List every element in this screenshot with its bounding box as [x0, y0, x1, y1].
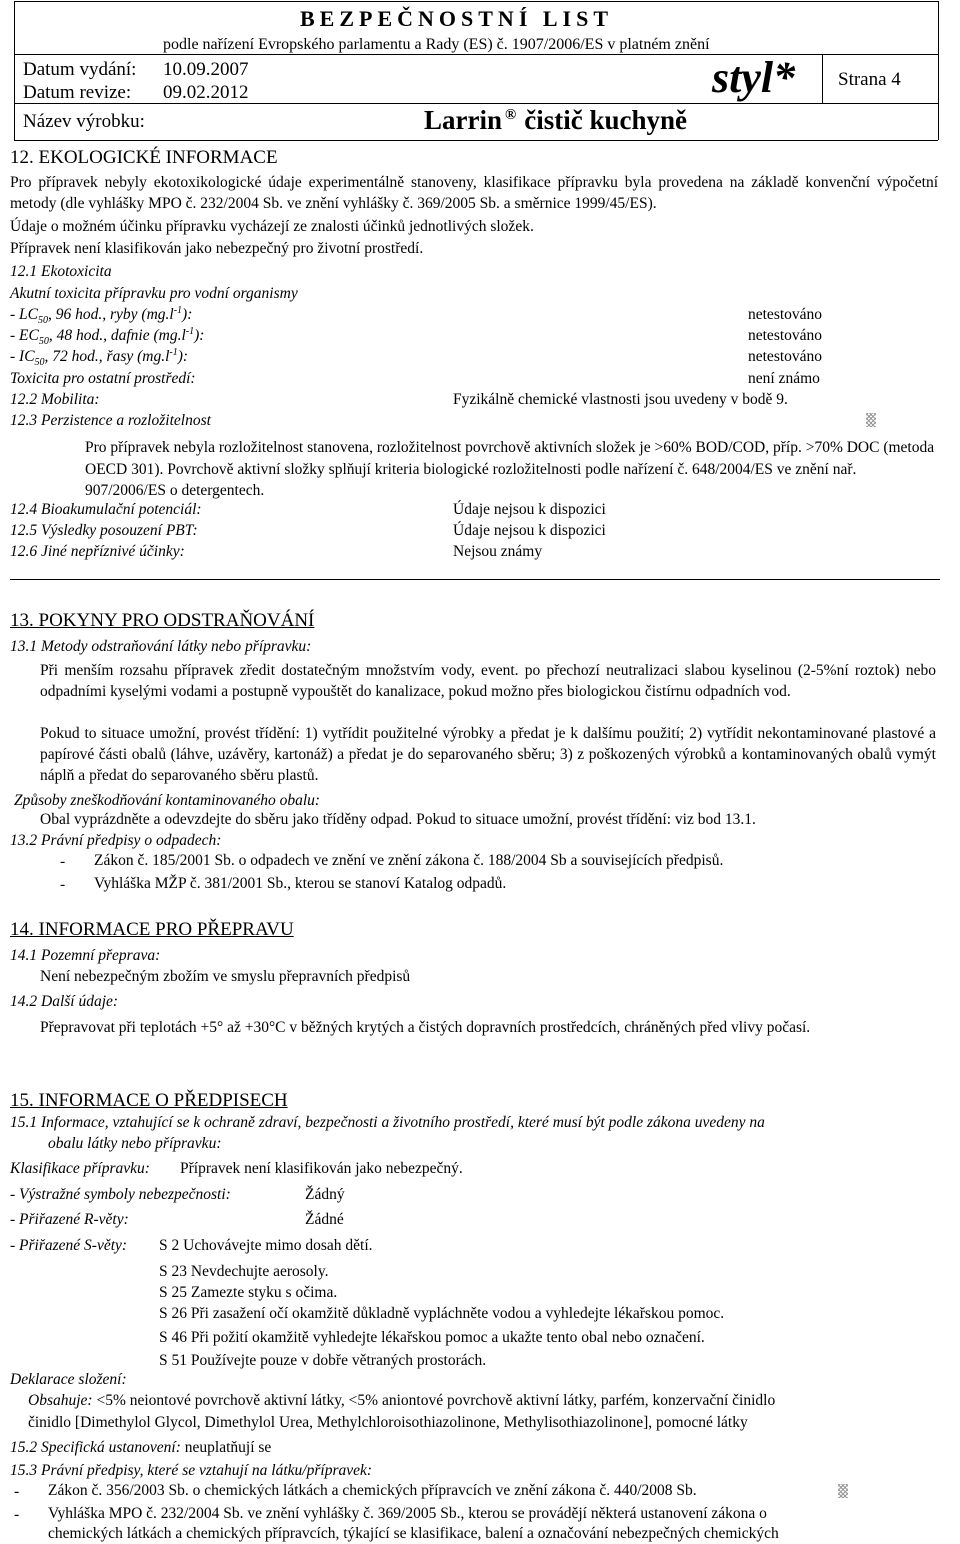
disposal-p1: Při menším rozsahu přípravek zředit dostatečným množstvím vody, event. po přechozí neutralizaci slabou kyselinou (2-5%ní roztok) nebo odpadními kyselými vodami a postupně vypouštět do kanalizace, pokud možno přes biologickou čistírnu odpadních vod.	[40, 662, 936, 700]
symbols-value: Žádný	[305, 1186, 345, 1203]
section-12-line2: Údaje o možném účinku přípravku vycházejí ze znalosti účinků jednotlivých složek.	[10, 218, 534, 235]
regulation-heading-line1: 15.1 Informace, vztahující se k ochraně zdraví, bezpečnosti a životního prostředí, které musí být podle zákona uvedeny na	[10, 1114, 765, 1131]
composition-line2: činidlo [Dimethylol Glycol, Dimethylol Urea, Methylchloroisothiazolinone, Methylisothiazolinone], pomocné látky	[28, 1414, 748, 1431]
header-bottom-rule	[14, 140, 938, 141]
other-effects-label: 12.6 Jiné nepříznivé účinky:	[10, 543, 185, 560]
acute-toxicity-heading: Akutní toxicita přípravku pro vodní organismy	[10, 285, 298, 302]
classification-label: Klasifikace přípravku:	[10, 1160, 150, 1177]
classification-value: Přípravek není klasifikován jako nebezpečný.	[180, 1160, 463, 1177]
disposal-p2: Pokud to situace umožní, provést třídění: 1) vytřídit použitelné výrobky a předat je k dalšímu použití; 2) vytřídit nekontaminované plastové a papírové části obalů (láhve, uzávěry, kartonáž) a předat je do separovaného sběru; 3) z poškozených výrobků a kontaminovaných obalů vymýt náplň a předat do separovaného sběru plastů.	[40, 725, 936, 784]
section-15-heading: 15. INFORMACE O PŘEDPISECH	[10, 1090, 288, 1111]
s-phrase: S 46 Při požití okamžitě vyhledejte lékařskou pomoc a ukažte tento obal nebo označení.	[159, 1329, 705, 1346]
header-mid-rule	[14, 54, 938, 55]
s-phrase: S 26 Při zasažení očí okamžitě důkladně vypláchněte vodou a vyhledejte lékařskou pomoc.	[159, 1305, 725, 1322]
packaging-text: Obal vyprázdněte a odevzdejte do sběru jako tříděny odpad. Pokud to situace umožní, provést třídění: viz bod 13.1.	[40, 811, 756, 828]
other-effects-value: Nejsou známy	[453, 543, 543, 560]
specific-provisions	[10, 1440, 271, 1456]
other-toxicity-label: Toxicita pro ostatní prostředí:	[10, 370, 196, 387]
list-item: -	[14, 1483, 20, 1500]
section-12-line3: Přípravek není klasifikován jako nebezpečný pro životní prostředí.	[10, 240, 424, 257]
s-phrase: S 51 Používejte pouze v dobře větraných prostorách.	[159, 1352, 487, 1369]
s-phrase: S 2 Uchovávejte mimo dosah dětí.	[159, 1237, 373, 1254]
list-item: chemických látkách a chemických přípravcích, týkající se klasifikace, balení a označování nebezpečných chemických	[48, 1525, 779, 1542]
bioaccumulation-value: Údaje nejsou k dispozici	[453, 501, 606, 518]
header-product-rule	[14, 103, 938, 104]
toxicity-row-lc50: - $LC_{50}$, 96 hod., ryby $(mg.l^{-1})$:	[10, 304, 193, 327]
company-logo: styl*	[712, 53, 796, 102]
ecotoxicity-heading: 12.1 Ekotoxicita	[10, 263, 112, 280]
regulation-heading-line2: obalu látky nebo přípravku:	[48, 1135, 222, 1152]
persistence-label: 12.3 Perzistence a rozložitelnost	[10, 412, 211, 429]
other-info-heading: 14.2 Další údaje:	[10, 993, 119, 1010]
document-subtitle: podle nařízení Evropského parlamentu a Rady (ES) č. 1907/2006/ES v platném znění	[163, 36, 710, 53]
other-toxicity-value: není známo	[748, 370, 820, 387]
section-13-heading: 13. POKYNY PRO ODSTRAŇOVÁNÍ	[10, 610, 315, 631]
waste-law-heading: 13.2 Právní předpisy o odpadech:	[10, 832, 222, 849]
s-phrases-label: - Přiřazené S-věty:	[10, 1237, 128, 1254]
list-item: Vyhláška MŽP č. 381/2001 Sb., kterou se stanoví Katalog odpadů.	[94, 875, 507, 892]
composition-label: Deklarace složení:	[10, 1371, 127, 1388]
section-12-heading: 12. EKOLOGICKÉ INFORMACE	[10, 147, 278, 168]
pbt-label: 12.5 Výsledky posouzení PBT:	[10, 522, 198, 539]
toxicity-row-ec50: - $EC_{50}$, 48 hod., dafnie $(mg.l^{-1})$:	[10, 325, 205, 348]
contains-text: <5% neiontové povrchově aktivní látky, <5% aniontové povrchově aktivní látky, parfém, konzervační činidlo	[92, 1392, 776, 1409]
specific-value: neuplatňují se	[180, 1439, 272, 1456]
mobility-label: 12.2 Mobilita:	[10, 391, 100, 408]
product-name	[424, 107, 687, 134]
marker-icon	[866, 413, 876, 427]
pbt-value: Údaje nejsou k dispozici	[453, 522, 606, 539]
issue-date-label: Datum vydání:	[23, 59, 137, 80]
header-right-rule	[938, 1, 939, 140]
s-phrase: S 23 Nevdechujte aerosoly.	[159, 1263, 329, 1280]
list-item: -	[60, 853, 66, 870]
r-phrases-value: Žádné	[305, 1211, 344, 1228]
specific-label: 15.2 Specifická ustanovení:	[10, 1439, 181, 1456]
list-item: Zákon č. 185/2001 Sb. o odpadech ve znění ve znění zákona č. 188/2004 Sb a souvisejících předpisů.	[94, 852, 724, 869]
header-top-rule	[14, 1, 938, 2]
toxicity-value-ec50: netestováno	[748, 327, 823, 344]
list-item: -	[60, 876, 66, 893]
mobility-value: Fyzikálně chemické vlastnosti jsou uvedeny v bodě 9.	[453, 391, 788, 408]
s-phrase: S 25 Zamezte styku s očima.	[159, 1284, 338, 1301]
contains-label: Obsahuje:	[28, 1392, 93, 1409]
list-item: Zákon č. 356/2003 Sb. o chemických látkách a chemických přípravcích ve znění zákona č. 440/2008 Sb.	[48, 1482, 697, 1499]
issue-date: 10.09.2007	[163, 59, 249, 80]
toxicity-row-ic50: - $IC_{50}$, 72 hod., řasy $(mg.l^{-1})$:	[10, 346, 189, 369]
product-name-main: Larrin	[424, 105, 502, 135]
document-title: BEZPEČNOSTNÍ LIST	[300, 6, 614, 31]
disposal-methods-heading: 13.1 Metody odstraňování látky nebo přípravku:	[10, 638, 312, 655]
toxicity-value-ic50: netestováno	[748, 348, 823, 365]
list-item: Vyhláška MPO č. 232/2004 Sb. ve znění vyhlášky č. 369/2005 Sb., kterou se provádějí některá ustanovení zákona o	[48, 1505, 767, 1522]
persistence-text: Pro přípravek nebyla rozložitelnost stanovena, rozložitelnost povrchově aktivních složek je >60% BOD/COD, příp. >70% DOC (metoda OECD 301). Povrchově aktivní složky splňují kriteria biologické rozložitelnosti podle nařízení č. 648/2004/ES ve znění nař. 907/2006/ES o detergentech.	[85, 439, 935, 499]
section-divider	[10, 579, 940, 580]
revision-date-label: Datum revize:	[23, 82, 132, 103]
marker-icon	[838, 1484, 848, 1498]
header-left-rule	[14, 1, 15, 140]
composition-line1	[28, 1393, 775, 1409]
page-number: Strana 4	[838, 69, 901, 90]
legal-heading: 15.3 Právní předpisy, které se vztahují na látku/přípravek:	[10, 1462, 373, 1479]
bioaccumulation-label: 12.4 Bioakumulační potenciál:	[10, 501, 202, 518]
product-label: Název výrobku:	[23, 111, 145, 132]
symbols-label: - Výstražné symboly nebezpečnosti:	[10, 1186, 231, 1203]
land-transport-text: Není nebezpečným zbožím ve smyslu přepravních předpisů	[40, 968, 411, 985]
section-12-intro: Pro přípravek nebyly ekotoxikologické údaje experimentálně stanoveny, klasifikace přípravku byla provedena na základě konvenční výpočetní metody (dle vyhlášky MPO č. 232/2004 Sb. ve znění vyhlášky č. 369/2005 Sb. a směrnice 1999/45/ES).	[10, 174, 938, 212]
toxicity-value-lc50: netestováno	[748, 306, 823, 323]
packaging-heading: Způsoby zneškodňování kontaminovaného obalu:	[14, 792, 321, 809]
revision-date: 09.02.2012	[163, 82, 249, 103]
product-name-rest: čistič kuchyně	[524, 105, 687, 135]
other-info-text: Přepravovat při teplotách +5° až +30°C v běžných krytých a čistých dopravních prostředcích, chráněných před vlivy počasí.	[40, 1019, 811, 1036]
r-phrases-label: - Přiřazené R-věty:	[10, 1211, 129, 1228]
land-transport-heading: 14.1 Pozemní přeprava:	[10, 947, 161, 964]
registered-mark: ®	[505, 107, 517, 123]
list-item: -	[14, 1506, 20, 1523]
header-page-divider	[822, 54, 823, 103]
section-14-heading: 14. INFORMACE PRO PŘEPRAVU	[10, 919, 294, 940]
